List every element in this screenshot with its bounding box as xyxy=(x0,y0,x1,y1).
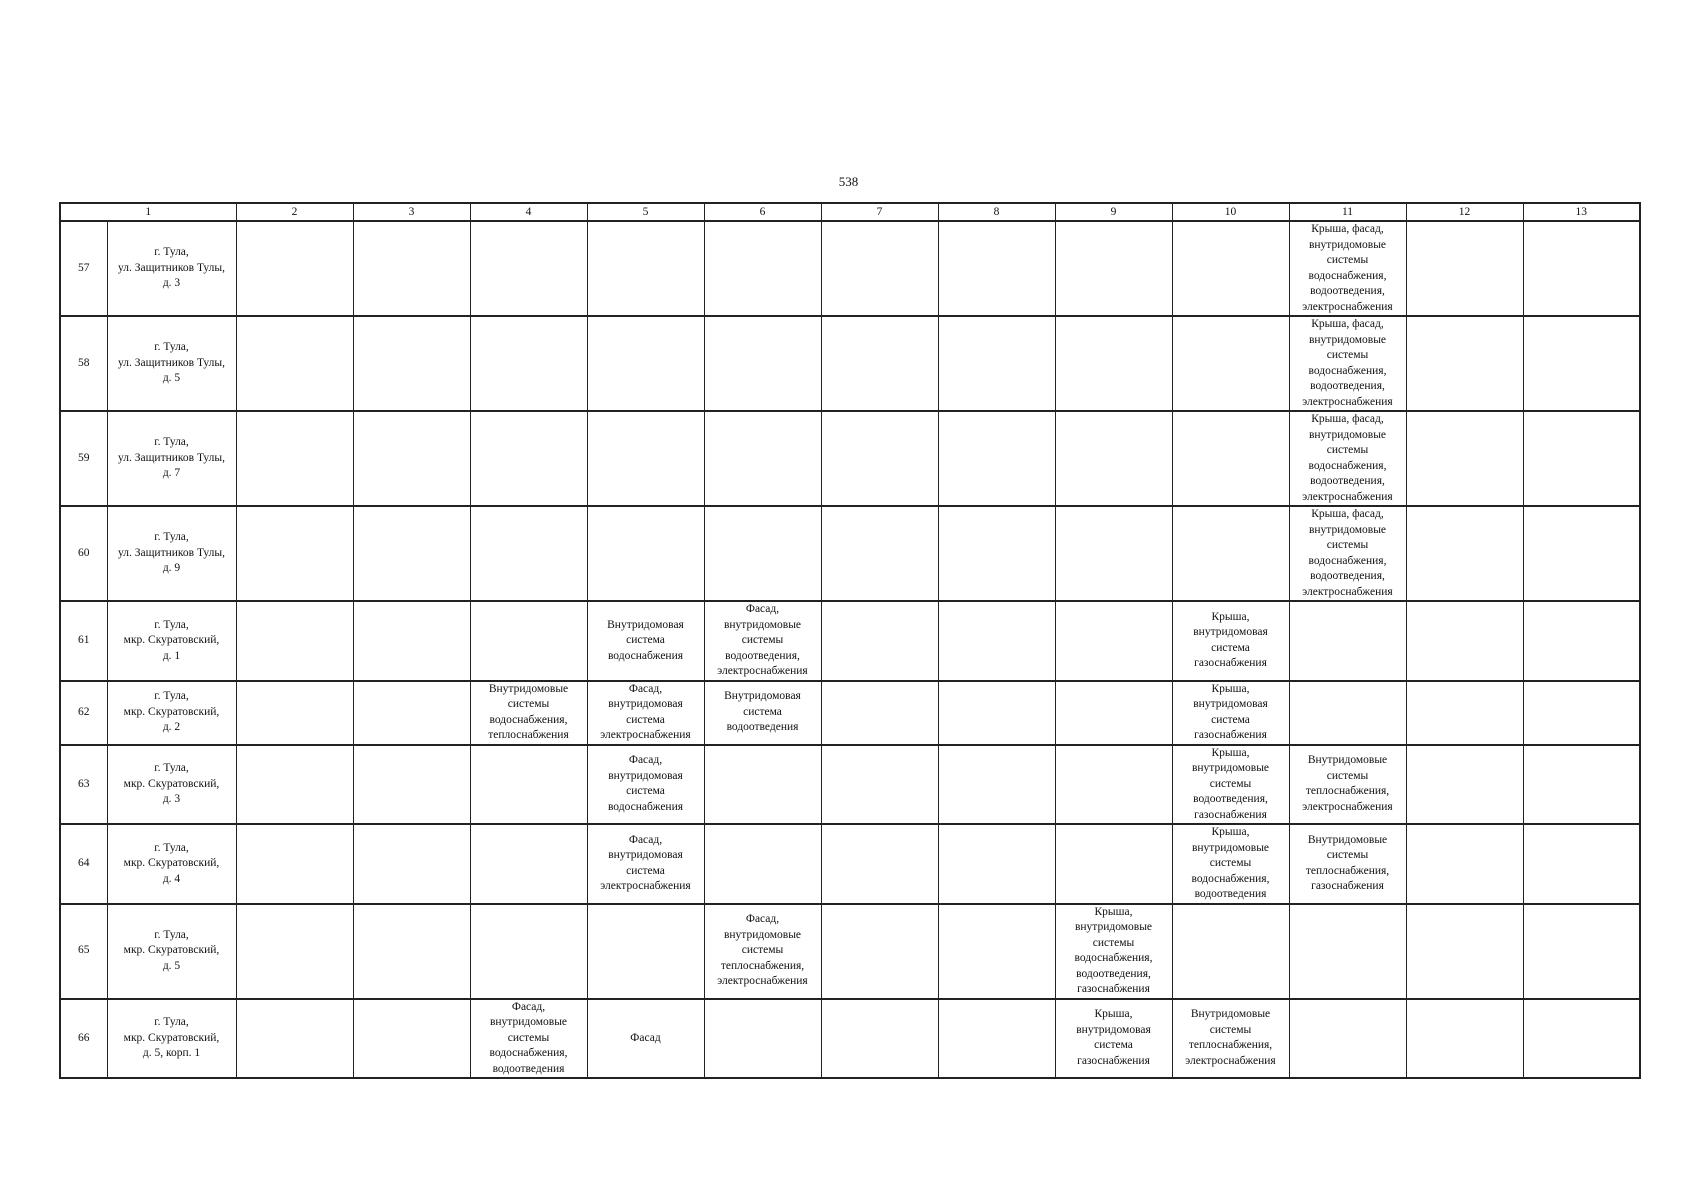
table-row xyxy=(60,824,1640,904)
column-header-9: 9 xyxy=(1055,203,1172,221)
work-cell-col-13 xyxy=(1523,316,1640,411)
work-cell-col-3 xyxy=(353,221,470,316)
work-cell-col-10 xyxy=(1172,904,1289,999)
work-cell-col-13 xyxy=(1523,681,1640,745)
work-cell-col-8 xyxy=(938,824,1055,904)
work-cell-col-11: Внутридомовые системы теплоснабжения, электроснабжения xyxy=(1289,745,1406,825)
work-cell-col-12 xyxy=(1406,411,1523,506)
work-cell-col-11: Крыша, фасад, внутридомовые системы водоснабжения, водоотведения, электроснабжения xyxy=(1289,506,1406,601)
work-cell-col-7 xyxy=(821,601,938,681)
work-cell-col-7 xyxy=(821,506,938,601)
work-cell-col-2 xyxy=(236,221,353,316)
work-cell-col-9 xyxy=(1055,681,1172,745)
work-cell-col-2 xyxy=(236,824,353,904)
table-body xyxy=(60,221,1640,1078)
work-cell-col-12 xyxy=(1406,999,1523,1079)
table-row xyxy=(60,221,1640,316)
work-cell-col-13 xyxy=(1523,411,1640,506)
work-cell-col-12 xyxy=(1406,601,1523,681)
work-cell-col-13 xyxy=(1523,506,1640,601)
address-cell: г. Тула, ул. Защитников Тулы, д. 7 xyxy=(107,411,236,506)
work-cell-col-2 xyxy=(236,681,353,745)
row-number: 60 xyxy=(60,506,107,601)
repair-schedule-table xyxy=(59,202,1641,1079)
work-cell-col-10 xyxy=(1172,316,1289,411)
work-cell-col-7 xyxy=(821,316,938,411)
work-cell-col-4 xyxy=(470,601,587,681)
work-cell-col-10: Крыша, внутридомовая система газоснабжения xyxy=(1172,681,1289,745)
work-cell-col-6 xyxy=(704,999,821,1079)
work-cell-col-5 xyxy=(587,316,704,411)
work-cell-col-6 xyxy=(704,411,821,506)
table-header xyxy=(60,203,1640,221)
work-cell-col-11 xyxy=(1289,601,1406,681)
work-cell-col-11 xyxy=(1289,999,1406,1079)
work-cell-col-10 xyxy=(1172,221,1289,316)
work-cell-col-8 xyxy=(938,506,1055,601)
work-cell-col-5 xyxy=(587,506,704,601)
work-cell-col-9 xyxy=(1055,601,1172,681)
work-cell-col-10: Крыша, внутридомовые системы водоотведения, газоснабжения xyxy=(1172,745,1289,825)
column-header-11: 11 xyxy=(1289,203,1406,221)
address-cell: г. Тула, мкр. Скуратовский, д. 1 xyxy=(107,601,236,681)
work-cell-col-6: Внутридомовая система водоотведения xyxy=(704,681,821,745)
work-cell-col-12 xyxy=(1406,506,1523,601)
row-number: 64 xyxy=(60,824,107,904)
address-cell: г. Тула, мкр. Скуратовский, д. 4 xyxy=(107,824,236,904)
work-cell-col-7 xyxy=(821,999,938,1079)
work-cell-col-5 xyxy=(587,411,704,506)
work-cell-col-4 xyxy=(470,316,587,411)
work-cell-col-2 xyxy=(236,999,353,1079)
work-cell-col-13 xyxy=(1523,221,1640,316)
work-cell-col-10: Крыша, внутридомовые системы водоснабжения, водоотведения xyxy=(1172,824,1289,904)
work-cell-col-10: Крыша, внутридомовая система газоснабжения xyxy=(1172,601,1289,681)
work-cell-col-3 xyxy=(353,824,470,904)
table-row xyxy=(60,745,1640,825)
work-cell-col-4 xyxy=(470,411,587,506)
table-row xyxy=(60,601,1640,681)
work-cell-col-11 xyxy=(1289,681,1406,745)
work-cell-col-9: Крыша, внутридомовая система газоснабжения xyxy=(1055,999,1172,1079)
work-cell-col-11: Крыша, фасад, внутридомовые системы водоснабжения, водоотведения, электроснабжения xyxy=(1289,316,1406,411)
work-cell-col-10 xyxy=(1172,506,1289,601)
row-number: 63 xyxy=(60,745,107,825)
table-row xyxy=(60,411,1640,506)
work-cell-col-8 xyxy=(938,681,1055,745)
column-header-10: 10 xyxy=(1172,203,1289,221)
work-cell-col-4 xyxy=(470,904,587,999)
table-row xyxy=(60,506,1640,601)
work-cell-col-12 xyxy=(1406,745,1523,825)
table-row xyxy=(60,904,1640,999)
column-header-8: 8 xyxy=(938,203,1055,221)
work-cell-col-12 xyxy=(1406,221,1523,316)
work-cell-col-3 xyxy=(353,745,470,825)
work-cell-col-7 xyxy=(821,824,938,904)
work-cell-col-4 xyxy=(470,506,587,601)
work-cell-col-2 xyxy=(236,506,353,601)
work-cell-col-6 xyxy=(704,824,821,904)
work-cell-col-8 xyxy=(938,745,1055,825)
work-cell-col-4 xyxy=(470,745,587,825)
column-header-6: 6 xyxy=(704,203,821,221)
address-cell: г. Тула, ул. Защитников Тулы, д. 9 xyxy=(107,506,236,601)
work-cell-col-5: Фасад, внутридомовая система водоснабжения xyxy=(587,745,704,825)
column-header-3: 3 xyxy=(353,203,470,221)
work-cell-col-2 xyxy=(236,411,353,506)
work-cell-col-6 xyxy=(704,316,821,411)
work-cell-col-3 xyxy=(353,681,470,745)
work-cell-col-5: Внутридомовая система водоснабжения xyxy=(587,601,704,681)
work-cell-col-8 xyxy=(938,904,1055,999)
work-cell-col-2 xyxy=(236,601,353,681)
work-cell-col-7 xyxy=(821,745,938,825)
work-cell-col-9: Крыша, внутридомовые системы водоснабжения, водоотведения, газоснабжения xyxy=(1055,904,1172,999)
work-cell-col-8 xyxy=(938,316,1055,411)
work-cell-col-6: Фасад, внутридомовые системы водоотведения, электроснабжения xyxy=(704,601,821,681)
work-cell-col-3 xyxy=(353,316,470,411)
work-cell-col-4 xyxy=(470,824,587,904)
work-cell-col-2 xyxy=(236,316,353,411)
column-header-5: 5 xyxy=(587,203,704,221)
work-cell-col-12 xyxy=(1406,681,1523,745)
row-number: 58 xyxy=(60,316,107,411)
work-cell-col-3 xyxy=(353,904,470,999)
work-cell-col-4 xyxy=(470,221,587,316)
address-cell: г. Тула, мкр. Скуратовский, д. 2 xyxy=(107,681,236,745)
work-cell-col-12 xyxy=(1406,824,1523,904)
work-cell-col-2 xyxy=(236,745,353,825)
work-cell-col-9 xyxy=(1055,824,1172,904)
table-row xyxy=(60,316,1640,411)
work-cell-col-8 xyxy=(938,411,1055,506)
work-cell-col-7 xyxy=(821,221,938,316)
work-cell-col-3 xyxy=(353,411,470,506)
work-cell-col-7 xyxy=(821,681,938,745)
row-number: 65 xyxy=(60,904,107,999)
column-header-13: 13 xyxy=(1523,203,1640,221)
work-cell-col-13 xyxy=(1523,999,1640,1079)
work-cell-col-13 xyxy=(1523,601,1640,681)
work-cell-col-10 xyxy=(1172,411,1289,506)
work-cell-col-13 xyxy=(1523,904,1640,999)
work-cell-col-7 xyxy=(821,904,938,999)
page-number: 538 xyxy=(838,174,859,189)
work-cell-col-11 xyxy=(1289,904,1406,999)
work-cell-col-10: Внутридомовые системы теплоснабжения, электроснабжения xyxy=(1172,999,1289,1079)
row-number: 61 xyxy=(60,601,107,681)
work-cell-col-6 xyxy=(704,221,821,316)
work-cell-col-7 xyxy=(821,411,938,506)
address-cell: г. Тула, мкр. Скуратовский, д. 5, корп. 1 xyxy=(107,999,236,1079)
work-cell-col-11: Крыша, фасад, внутридомовые системы водоснабжения, водоотведения, электроснабжения xyxy=(1289,221,1406,316)
work-cell-col-5: Фасад, внутридомовая система электроснабжения xyxy=(587,824,704,904)
work-cell-col-11: Внутридомовые системы теплоснабжения, газоснабжения xyxy=(1289,824,1406,904)
work-cell-col-5: Фасад, внутридомовая система электроснабжения xyxy=(587,681,704,745)
work-cell-col-13 xyxy=(1523,824,1640,904)
work-cell-col-6 xyxy=(704,745,821,825)
column-header-12: 12 xyxy=(1406,203,1523,221)
column-header-7: 7 xyxy=(821,203,938,221)
work-cell-col-3 xyxy=(353,506,470,601)
column-header-4: 4 xyxy=(470,203,587,221)
work-cell-col-3 xyxy=(353,999,470,1079)
row-number: 59 xyxy=(60,411,107,506)
row-number: 57 xyxy=(60,221,107,316)
work-cell-col-5: Фасад xyxy=(587,999,704,1079)
work-cell-col-4: Внутридомовые системы водоснабжения, теплоснабжения xyxy=(470,681,587,745)
row-number: 66 xyxy=(60,999,107,1079)
work-cell-col-13 xyxy=(1523,745,1640,825)
work-cell-col-5 xyxy=(587,221,704,316)
table-row xyxy=(60,681,1640,745)
address-cell: г. Тула, мкр. Скуратовский, д. 5 xyxy=(107,904,236,999)
column-header-1: 1 xyxy=(60,203,236,221)
address-cell: г. Тула, ул. Защитников Тулы, д. 3 xyxy=(107,221,236,316)
work-cell-col-4: Фасад, внутридомовые системы водоснабжения, водоотведения xyxy=(470,999,587,1079)
work-cell-col-9 xyxy=(1055,316,1172,411)
table-row xyxy=(60,999,1640,1079)
work-cell-col-8 xyxy=(938,601,1055,681)
address-cell: г. Тула, ул. Защитников Тулы, д. 5 xyxy=(107,316,236,411)
work-cell-col-8 xyxy=(938,221,1055,316)
column-header-2: 2 xyxy=(236,203,353,221)
work-cell-col-9 xyxy=(1055,411,1172,506)
work-cell-col-6: Фасад, внутридомовые системы теплоснабжения, электроснабжения xyxy=(704,904,821,999)
work-cell-col-9 xyxy=(1055,221,1172,316)
work-cell-col-3 xyxy=(353,601,470,681)
work-cell-col-5 xyxy=(587,904,704,999)
work-cell-col-2 xyxy=(236,904,353,999)
work-cell-col-9 xyxy=(1055,745,1172,825)
row-number: 62 xyxy=(60,681,107,745)
work-cell-col-11: Крыша, фасад, внутридомовые системы водоснабжения, водоотведения, электроснабжения xyxy=(1289,411,1406,506)
work-cell-col-8 xyxy=(938,999,1055,1079)
work-cell-col-12 xyxy=(1406,316,1523,411)
address-cell: г. Тула, мкр. Скуратовский, д. 3 xyxy=(107,745,236,825)
work-cell-col-9 xyxy=(1055,506,1172,601)
work-cell-col-6 xyxy=(704,506,821,601)
work-cell-col-12 xyxy=(1406,904,1523,999)
